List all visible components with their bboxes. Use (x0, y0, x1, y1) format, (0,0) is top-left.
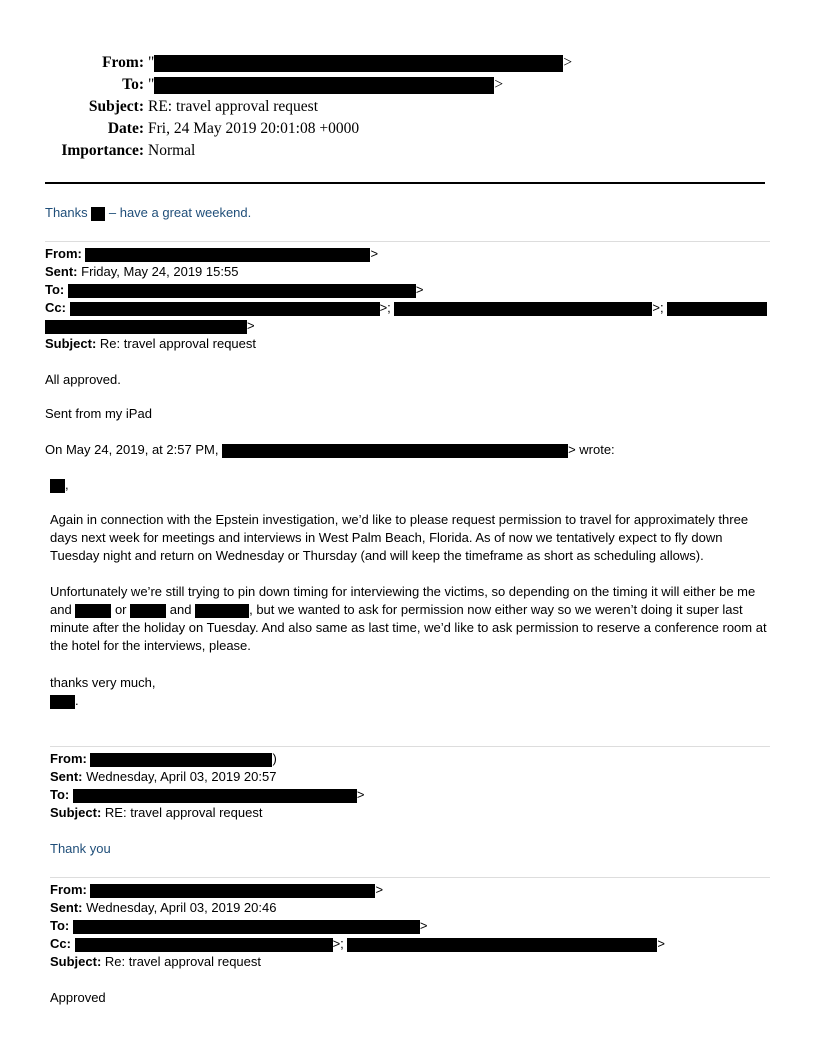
msg3-paragraph-2 (50, 583, 770, 655)
thanks-prefix: Thanks (45, 205, 88, 220)
thanks-suffix: – have a great weekend. (105, 205, 252, 220)
msg3-para2-and: and (169, 602, 192, 617)
header-to-value (148, 75, 503, 95)
message-separator (50, 877, 770, 878)
header-importance-value: Normal (148, 142, 196, 159)
msg3-signature (50, 692, 79, 710)
redaction-block (154, 77, 494, 94)
redaction-block (90, 884, 375, 898)
redaction-block (73, 920, 420, 934)
msg5-from-row (50, 881, 383, 899)
msg2-from-suffix: > (370, 246, 379, 261)
redaction-block (75, 604, 111, 618)
msg4-subject-label: Subject: (50, 805, 102, 820)
msg4-to-label: To: (50, 787, 70, 802)
msg2-body-approved: All approved. (45, 372, 121, 387)
redaction-block (70, 302, 380, 316)
msg2-body-signature: Sent from my iPad (45, 406, 152, 421)
msg3-para2-or: or (114, 602, 127, 617)
header-subject-label: Subject: (88, 98, 144, 115)
redaction-block (154, 55, 563, 72)
msg3-greeting-suffix: , (65, 477, 69, 492)
header-to-label: To: (122, 76, 144, 93)
redaction-block (73, 789, 357, 803)
msg3-greeting (50, 476, 69, 494)
msg2-cc-label: Cc: (45, 300, 66, 315)
msg5-cc-label: Cc: (50, 936, 71, 951)
header-date-label: Date: (107, 120, 144, 137)
msg2-sent-value: Friday, May 24, 2019 15:55 (81, 264, 239, 279)
redaction-block (50, 479, 65, 493)
msg3-sig-suffix: . (75, 693, 79, 708)
msg4-subject-row (50, 804, 262, 822)
msg4-subject-value: RE: travel approval request (104, 805, 263, 820)
msg5-cc-row (50, 935, 665, 953)
redaction-block (45, 320, 247, 334)
msg5-subject-value: Re: travel approval request (104, 954, 262, 969)
message-separator (45, 241, 770, 242)
msg5-cc-end: > (657, 936, 666, 951)
msg3-closing: thanks very much, (50, 675, 156, 690)
header-from-prefix: " (148, 54, 155, 71)
msg3-paragraph-1: Again in connection with the Epstein investigation, we’d like to please request permission to travel for approximately three days next week for meetings and interviews in West Palm Beach, Florida. As of now we tentatively expect to fly down Tuesday night and return on Wednesday or Thursday (and will keep the timeframe as short as scheduling allows). (50, 512, 749, 563)
msg2-sent-row (45, 263, 238, 281)
redaction-block (90, 753, 272, 767)
msg2-from-row (45, 245, 378, 263)
header-to-suffix: > (494, 76, 504, 93)
msg4-to-suffix: > (356, 787, 365, 802)
msg2-cc-end: > (247, 318, 255, 333)
redaction-block (222, 444, 568, 458)
msg4-from-suffix: ) (272, 751, 277, 766)
msg2-to-suffix: > (415, 282, 424, 297)
msg2-cc-row (45, 299, 767, 317)
msg5-body: Approved (50, 990, 106, 1005)
msg2-on-suffix: > wrote: (568, 442, 615, 457)
msg2-cc-separator: >; (652, 300, 664, 315)
redaction-block (68, 284, 416, 298)
msg4-to-row (50, 786, 364, 804)
redaction-block (195, 604, 249, 618)
msg2-subject-label: Subject: (45, 336, 97, 351)
msg5-cc-separator: >; (332, 936, 344, 951)
msg3-para2-text-b: , but we wanted to ask for permission now either way so we weren’t doing it super last minute after the holiday on Tuesday. And also same as last time, we’d like to ask permission to reserve a conference room at the hotel for the interviews, please. (50, 602, 767, 653)
header-from-value (148, 53, 572, 73)
msg4-sent-value: Wednesday, April 03, 2019 20:57 (86, 769, 277, 784)
msg2-sent-label: Sent: (45, 264, 78, 279)
msg5-subject-row (50, 953, 261, 971)
message-separator (50, 746, 770, 747)
redaction-block (394, 302, 652, 316)
msg2-to-label: To: (45, 282, 65, 297)
msg5-to-label: To: (50, 918, 70, 933)
msg5-to-suffix: > (419, 918, 428, 933)
redaction-block (667, 302, 767, 316)
msg4-sent-row (50, 768, 276, 786)
header-from-label: From: (102, 54, 144, 71)
msg5-sent-value: Wednesday, April 03, 2019 20:46 (86, 900, 277, 915)
msg3-para2-text-a: Unfortunately we’re still trying to pin down timing for interviewing the victims, so depending on the timing it will either be me and (50, 584, 756, 617)
msg4-body: Thank you (50, 841, 111, 856)
header-from-suffix: > (563, 54, 573, 71)
msg2-subject-value: Re: travel approval request (99, 336, 257, 351)
msg2-cc-separator: >; (379, 300, 391, 315)
redaction-block (91, 207, 105, 221)
header-to-prefix: " (148, 76, 155, 93)
redaction-block (130, 604, 166, 618)
msg2-cc-row-cont (45, 317, 255, 335)
redaction-block (347, 938, 657, 952)
msg4-from-label: From: (50, 751, 87, 766)
msg5-sent-row (50, 899, 276, 917)
msg2-on-wrote-line (45, 441, 615, 459)
header-importance-label: Importance: (61, 142, 144, 159)
reply-thanks-line (45, 204, 251, 222)
msg5-sent-label: Sent: (50, 900, 83, 915)
header-subject-value: RE: travel approval request (148, 98, 319, 115)
msg5-to-row (50, 917, 427, 935)
redaction-block (85, 248, 370, 262)
msg2-to-row (45, 281, 423, 299)
msg2-from-label: From: (45, 246, 82, 261)
msg4-from-row (50, 750, 277, 768)
redaction-block (75, 938, 333, 952)
msg5-subject-label: Subject: (50, 954, 102, 969)
redaction-block (50, 695, 75, 709)
header-date-value: Fri, 24 May 2019 20:01:08 +0000 (148, 120, 360, 137)
msg4-sent-label: Sent: (50, 769, 83, 784)
msg5-from-suffix: > (375, 882, 384, 897)
msg2-subject-row (45, 335, 256, 353)
header-divider (45, 182, 765, 184)
msg2-on-prefix: On May 24, 2019, at 2:57 PM, (45, 442, 219, 457)
msg5-from-label: From: (50, 882, 87, 897)
